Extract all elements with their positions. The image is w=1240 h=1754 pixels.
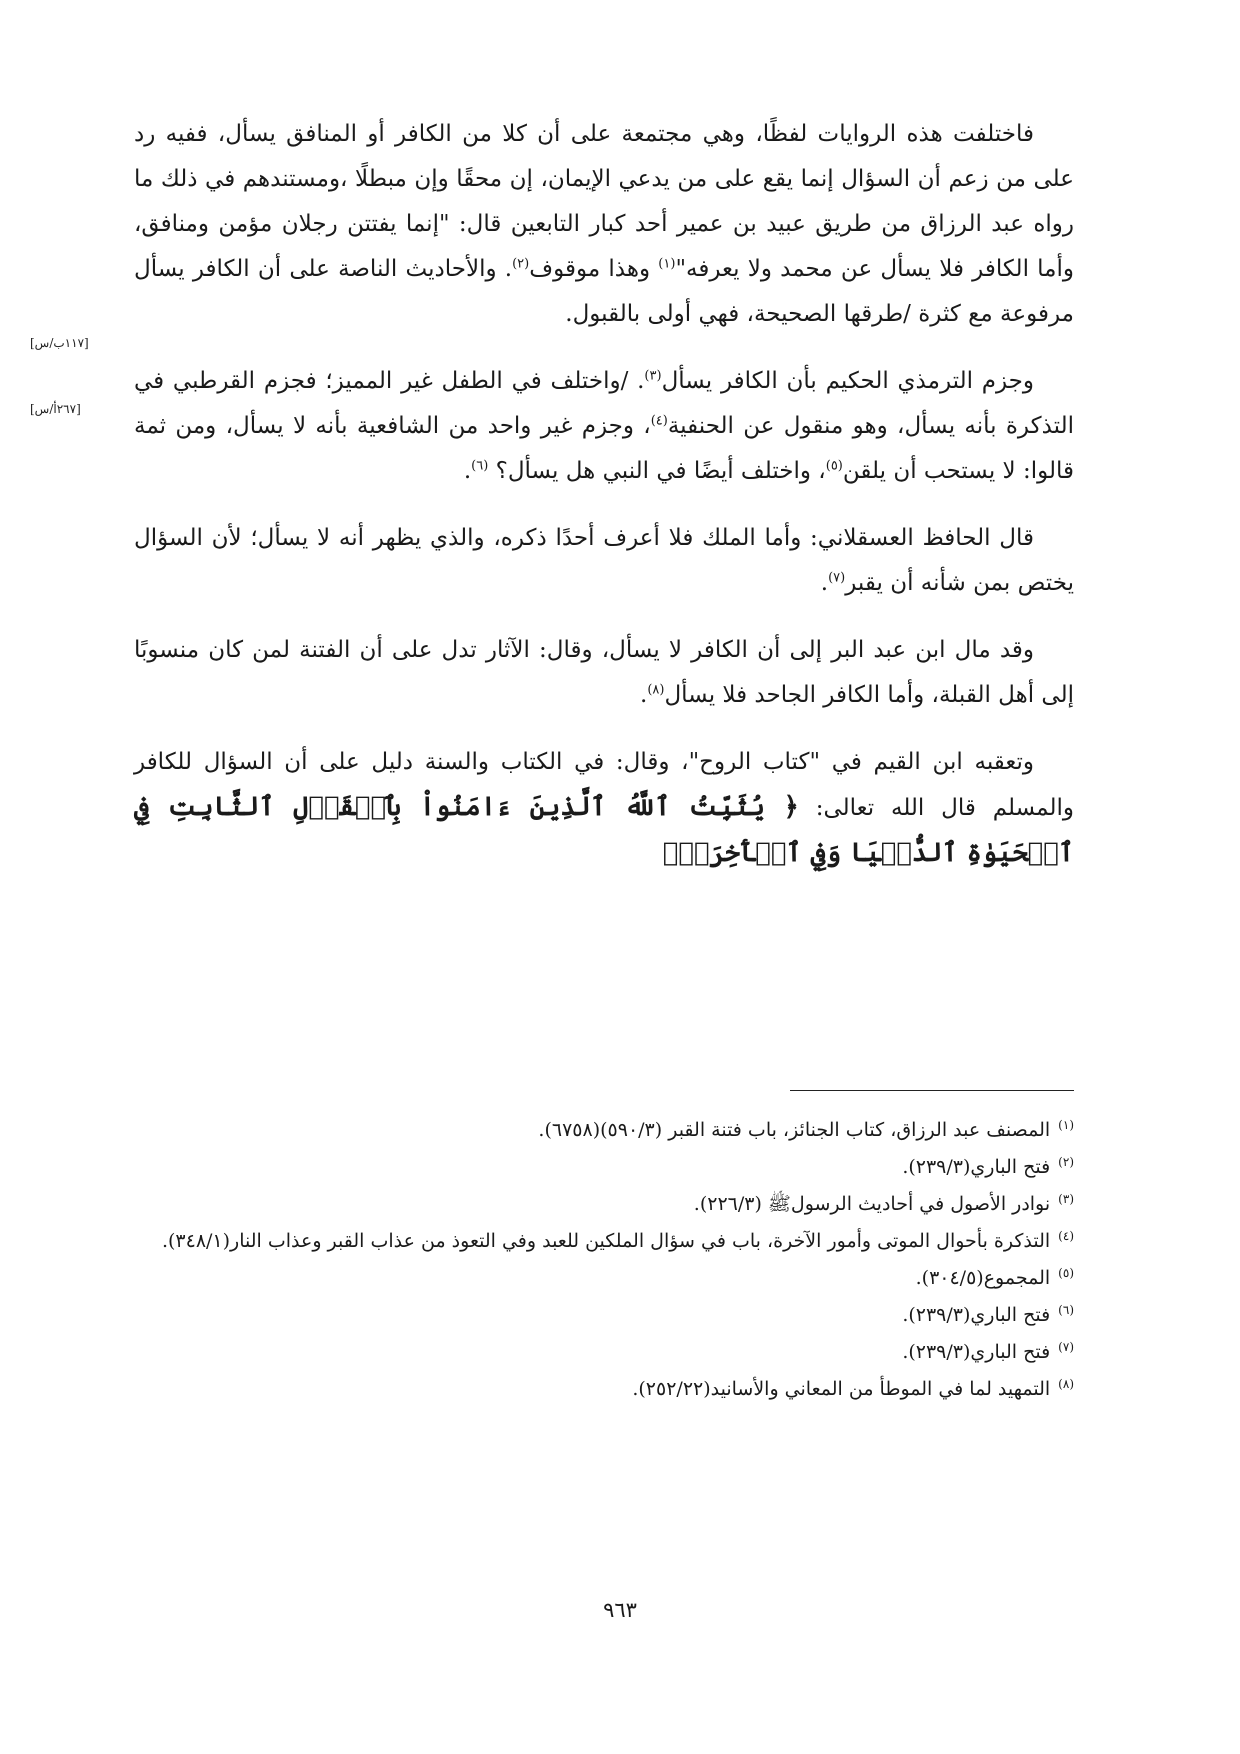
footnote-reference: (٢) (512, 256, 530, 272)
paragraph-text: ، واختلف أيضًا في النبي هل يسأل؟ (488, 458, 826, 484)
quran-verse: ﴿ يُثَبِّتُ ٱللَّهُ ٱلَّذِينَ ءَامَنُواْ بِٱلۡقَوۡلِ ٱلثَّابِتِ فِي ٱلۡحَيَوٰةِ ٱلدُّنۡيَا وَفِي ٱلۡأٓخِرَةِۖ (134, 792, 1074, 868)
paragraph-text: . (463, 458, 472, 484)
paragraph-text: وقد مال ابن عبد البر إلى أن الكافر لا يسأل، وقال: الآثار تدل على أن الفتنة لمن كان منسوبًا إلى أهل القبلة، وأما الكافر الجاحد فلا يسأل (134, 637, 1074, 708)
footnote-separator (790, 1090, 1074, 1091)
paragraph (134, 516, 1074, 606)
paragraph-text: . والأحاديث الناصة على أن الكافر يسأل مرفوعة مع كثرة /طرقها الصحيحة، فهي أولى بالقبول. (134, 256, 1074, 327)
footnote-text: المجموع(٣٠٤/٥). (915, 1267, 1051, 1289)
footnote-reference: (٥) (825, 458, 843, 474)
footnote-reference: (٧) (828, 570, 846, 586)
footnote (134, 1297, 1074, 1334)
footnote-text: فتح الباري(٢٣٩/٣). (902, 1341, 1051, 1363)
footnote-reference: (٤) (650, 413, 668, 429)
footnotes (134, 1112, 1074, 1408)
paragraph-text: وتعقبه ابن القيم في "كتاب الروح"، وقال: في الكتاب والسنة دليل على أن السؤال للكافر والمسلم قال الله تعالى: (134, 749, 1074, 821)
paragraph-text: فاختلفت هذه الروايات لفظًا، وهي مجتمعة على أن كلا من الكافر أو المنافق يسأل، ففيه رد على من زعم أن السؤال إنما يقع على من يدعي الإيمان، إن محقًا وإن مبطلًا ،ومستندهم في ذلك ما رواه عبد الرزاق من طريق عبيد بن عمير أحد كبار التابعين قال: "إنما يفتتن رجلان مؤمن ومنافق، وأما الكافر فلا يسأل عن محمد ولا يعرفه" (134, 121, 1074, 282)
paragraph-text: . (820, 570, 829, 596)
footnote (134, 1334, 1074, 1371)
footnote-reference: (٦) (471, 458, 489, 474)
margin-note-folio-117b: [١١٧ب/س] (30, 336, 89, 350)
footnote-reference: (٨) (647, 682, 665, 698)
footnote-text: التذكرة بأحوال الموتى وأمور الآخرة، باب في سؤال الملكين للعبد وفي التعوذ من عذاب القبر وعذاب النار(٣٤٨/١). (161, 1230, 1051, 1252)
footnote-number: (٣) (1058, 1191, 1074, 1206)
paragraph-text: وجزم الترمذي الحكيم بأن الكافر يسأل (661, 368, 1034, 394)
footnote-number: (١) (1058, 1117, 1074, 1132)
paragraph (134, 359, 1074, 494)
paragraph-text: قال الحافظ العسقلاني: وأما الملك فلا أعرف أحدًا ذكره، والذي يظهر أنه لا يسأل؛ لأن السؤال يختص بمن شأنه أن يقبر (134, 525, 1074, 596)
footnote (134, 1371, 1074, 1408)
footnote-text: المصنف عبد الرزاق، كتاب الجنائز، باب فتنة القبر (٥٩٠/٣)(٦٧٥٨). (538, 1119, 1051, 1141)
footnote-number: (٥) (1058, 1265, 1074, 1280)
paragraph-text: وهذا موقوف (529, 256, 659, 282)
paragraph (134, 740, 1074, 877)
margin-note-folio-267a: [٢٦٧أ/س] (30, 402, 81, 416)
footnote (134, 1149, 1074, 1186)
footnote-text: فتح الباري(٢٣٩/٣). (902, 1304, 1051, 1326)
footnote-number: (٧) (1058, 1339, 1074, 1354)
footnote-number: (٢) (1058, 1154, 1074, 1169)
body-text (134, 112, 1074, 899)
footnote (134, 1186, 1074, 1223)
footnote-reference: (٣) (644, 368, 662, 384)
footnote-text: فتح الباري(٢٣٩/٣). (902, 1156, 1051, 1178)
footnote-text: التمهيد لما في الموطأ من المعاني والأسانيد(٢٥٢/٢٢). (632, 1378, 1051, 1400)
footnote-reference: (١) (658, 256, 676, 272)
footnote (134, 1112, 1074, 1149)
footnote-number: (٤) (1058, 1228, 1074, 1243)
paragraph-text: . /واختلف في الطفل غير المميز؛ فجزم القرطبي في التذكرة بأنه يسأل، وهو منقول عن الحنفية (134, 368, 1074, 439)
page-number: ٩٦٣ (603, 1598, 637, 1622)
footnote (134, 1260, 1074, 1297)
footnote-text: نوادر الأصول في أحاديث الرسولﷺ (٢٢٦/٣). (693, 1193, 1051, 1215)
footnote-number: (٦) (1058, 1302, 1074, 1317)
paragraph (134, 628, 1074, 718)
paragraph-text: ، وجزم غير واحد من الشافعية بأنه لا يسأل، ومن ثمة قالوا: لا يستحب أن يلقن (134, 413, 1074, 484)
footnote (134, 1223, 1074, 1260)
footnote-number: (٨) (1058, 1376, 1074, 1391)
paragraph (134, 112, 1074, 337)
paragraph-text: . (640, 682, 648, 708)
